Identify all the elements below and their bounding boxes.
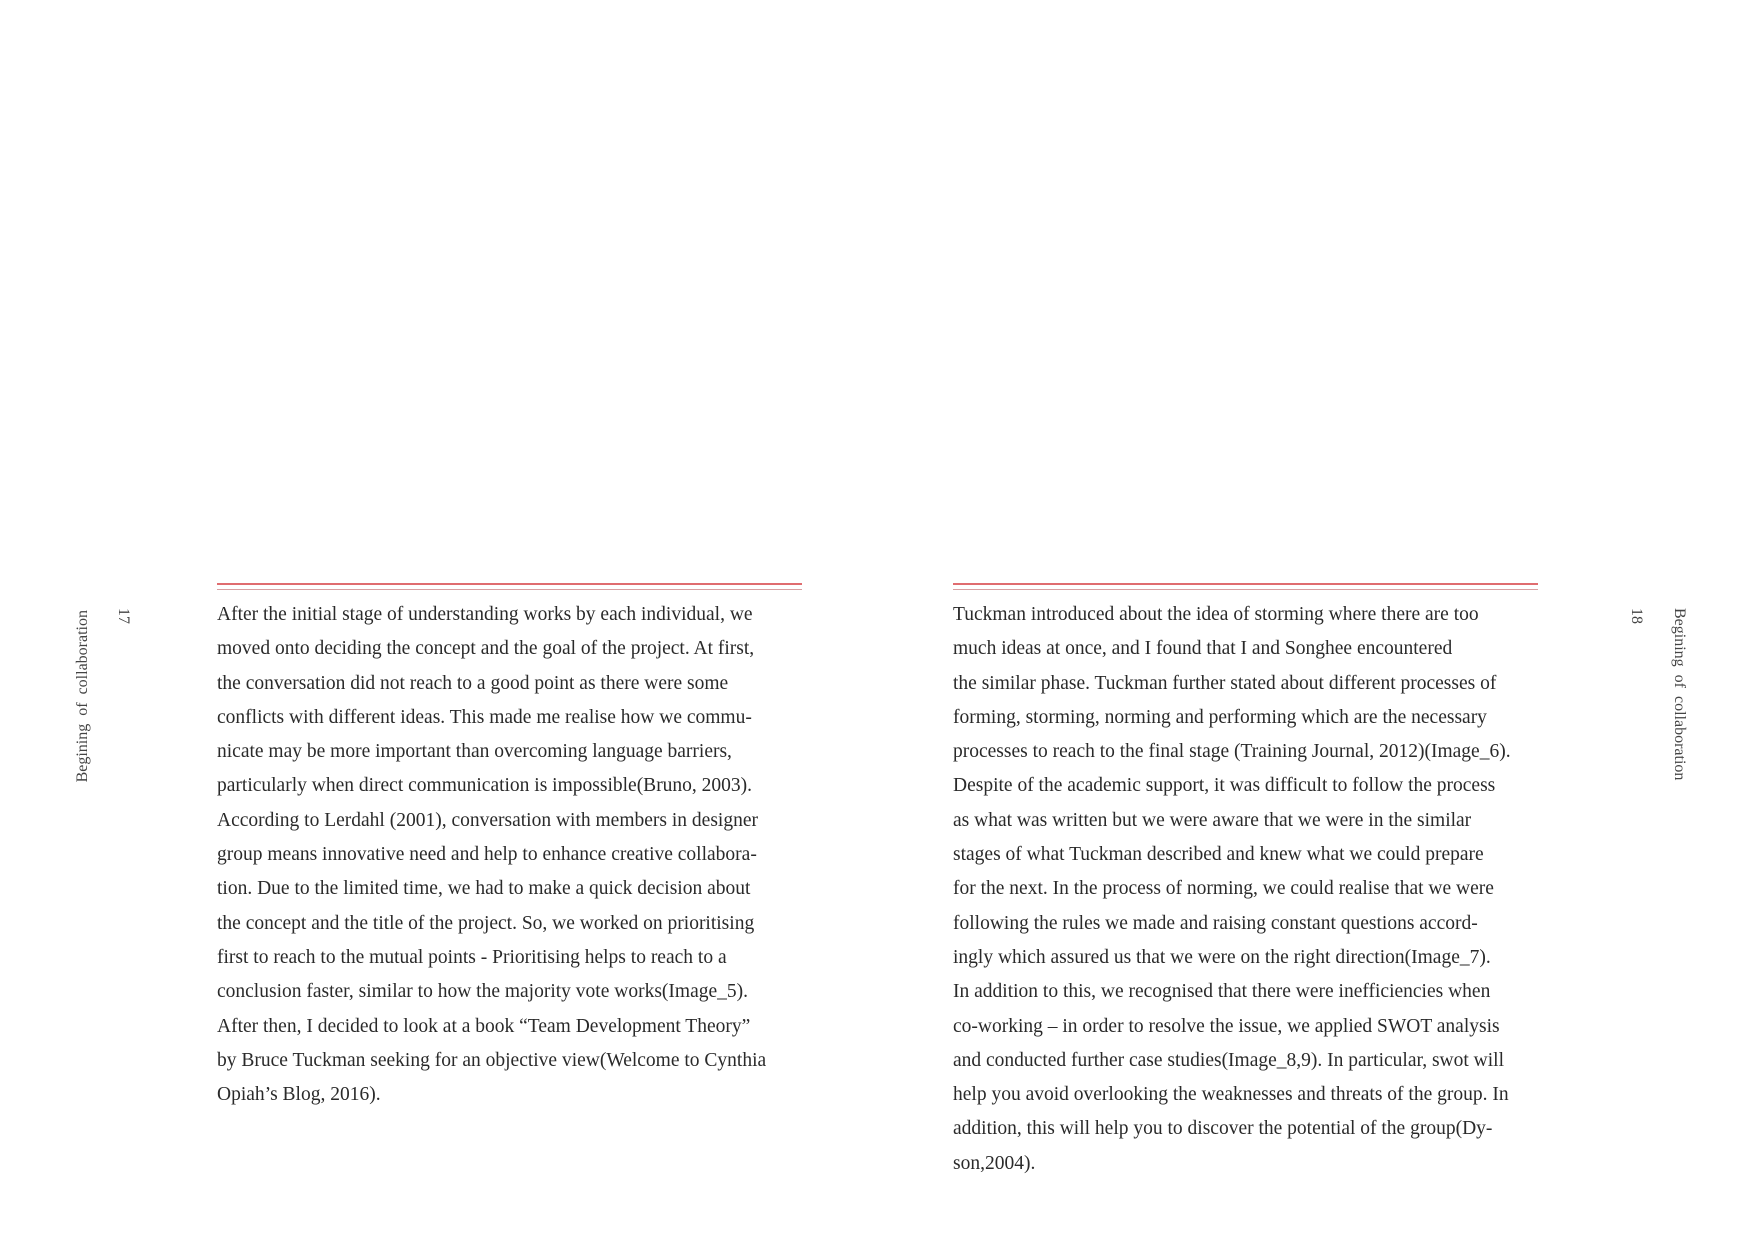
text-line: by Bruce Tuckman seeking for an objective view(Welcome to Cynthia: [217, 1049, 767, 1071]
text-line: the concept and the title of the project. So, we worked on prioritising: [217, 912, 755, 934]
running-title-left: Begining of collaboration: [74, 610, 91, 783]
body-text-right: [953, 598, 1573, 1181]
text-line: conclusion faster, similar to how the majority vote works(Image_5).: [217, 981, 749, 1003]
text-line: son,2004).: [953, 1152, 1036, 1174]
header-rule-left: [217, 583, 802, 585]
text-line: After then, I decided to look at a book “Team Development Theory”: [217, 1015, 751, 1037]
text-line: According to Lerdahl (2001), conversation with members in designer: [217, 809, 758, 831]
header-rule-right: [953, 583, 1538, 585]
text-line: Opiah’s Blog, 2016).: [217, 1084, 381, 1106]
text-line: the similar phase. Tuckman further stated about different processes of: [953, 672, 1497, 694]
text-line: ingly which assured us that we were on the right direction(Image_7).: [953, 946, 1491, 968]
text-line: and conducted further case studies(Image_8,9). In particular, swot will: [953, 1049, 1504, 1071]
text-line: first to reach to the mutual points - Prioritising helps to reach to a: [217, 946, 727, 968]
text-line: processes to reach to the final stage (Training Journal, 2012)(Image_6).: [953, 741, 1511, 763]
page-number-left: 17: [115, 608, 132, 624]
text-line: group means innovative need and help to enhance creative collabora-: [217, 844, 757, 866]
text-line: In addition to this, we recognised that there were inefficiencies when: [953, 981, 1491, 1003]
body-text-left: [217, 598, 837, 1112]
header-rule-left-thin: [217, 589, 802, 590]
text-line: conflicts with different ideas. This made me realise how we commu-: [217, 706, 752, 728]
left-page: [0, 0, 874, 1241]
text-line: following the rules we made and raising constant questions accord-: [953, 912, 1478, 934]
text-line: help you avoid overlooking the weaknesses and threats of the group. In: [953, 1084, 1509, 1106]
text-line: much ideas at once, and I found that I and Songhee encountered: [953, 638, 1453, 660]
text-line: particularly when direct communication is impossible(Bruno, 2003).: [217, 775, 753, 797]
text-line: stages of what Tuckman described and knew what we could prepare: [953, 844, 1484, 866]
text-line: for the next. In the process of norming, we could realise that we were: [953, 878, 1494, 900]
text-line: co-working – in order to resolve the issue, we applied SWOT analysis: [953, 1015, 1500, 1037]
text-line: forming, storming, norming and performing which are the necessary: [953, 706, 1487, 728]
right-page: [875, 0, 1749, 1241]
page-number-right: 18: [1628, 608, 1645, 624]
text-line: addition, this will help you to discover the potential of the group(Dy-: [953, 1118, 1493, 1140]
running-title-right: Begining of collaboration: [1671, 608, 1688, 781]
text-line: the conversation did not reach to a good point as there were some: [217, 672, 729, 694]
text-line: tion. Due to the limited time, we had to make a quick decision about: [217, 878, 751, 900]
text-line: as what was written but we were aware that we were in the similar: [953, 809, 1472, 831]
text-line: Tuckman introduced about the idea of storming where there are too: [953, 604, 1479, 625]
text-line: nicate may be more important than overcoming language barriers,: [217, 741, 732, 763]
text-line: After the initial stage of understanding works by each individual, we: [217, 604, 753, 625]
text-line: moved onto deciding the concept and the goal of the project. At first,: [217, 638, 755, 660]
text-line: Despite of the academic support, it was difficult to follow the process: [953, 775, 1496, 797]
header-rule-right-thin: [953, 589, 1538, 590]
